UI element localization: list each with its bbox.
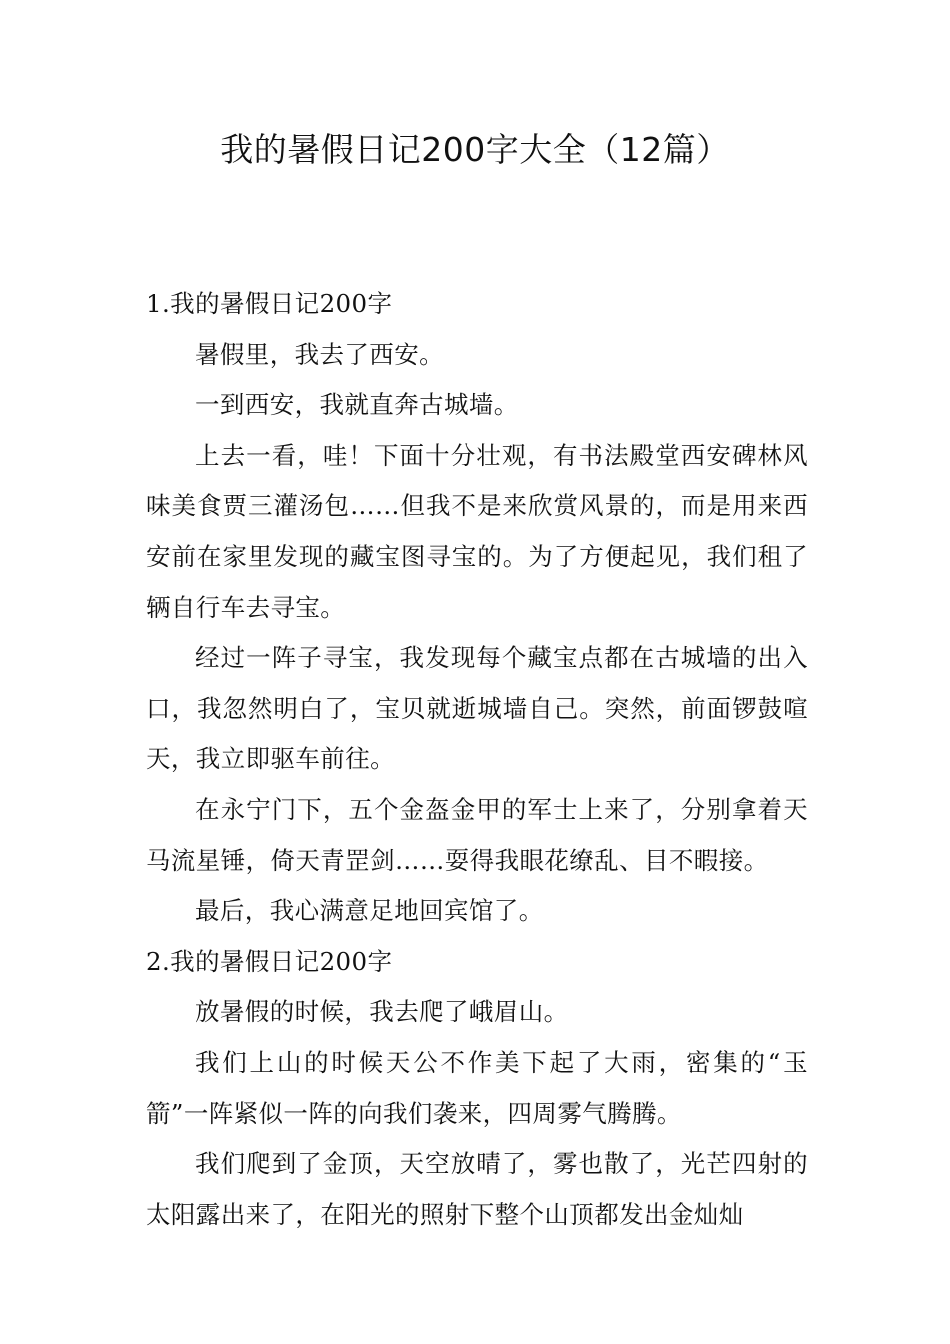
section-2-heading: 2.我的暑假日记200字 (146, 946, 393, 976)
section-1-paragraph: 最后，我心满意足地回宾馆了。 (195, 896, 544, 926)
section-1-paragraph: 经过一阵子寻宝，我发现每个藏宝点都在古城墙的出入口，我忽然明白了，宝贝就逝城墙自己。突然，前面锣鼓喧天，我立即驱车前往。 (146, 643, 808, 774)
section-1-paragraph: 上去一看，哇！下面十分壮观，有书法殿堂西安碑林风味美食贾三灌汤包……但我不是来欣赏风景的，而是用来西安前在家里发现的藏宝图寻宝的。为了方便起见，我们租了辆自行车去寻宝。 (146, 440, 808, 622)
section-2-paragraph: 我们爬到了金顶，天空放晴了，雾也散了，光芒四射的太阳露出来了，在阳光的照射下整个山顶都发出金灿灿 (146, 1149, 808, 1229)
section-2-paragraph: 我们上山的时候天公不作美下起了大雨，密集的“玉箭”一阵紧似一阵的向我们袭来，四周雾气腾腾。 (146, 1047, 808, 1128)
section-2-paragraph: 放暑假的时候，我去爬了峨眉山。 (195, 997, 569, 1027)
section-1-paragraph: 一到西安，我就直奔古城墙。 (195, 390, 519, 420)
document-title: 我的暑假日记200字大全（12篇） (220, 130, 730, 169)
section-1-heading: 1.我的暑假日记200字 (146, 289, 393, 318)
section-1-paragraph: 暑假里，我去了西安。 (195, 339, 444, 369)
document-body (146, 279, 808, 1240)
section-1-paragraph: 在永宁门下，五个金盔金甲的军士上来了，分别拿着天马流星锤，倚天青罡剑……耍得我眼花缭乱、目不暇接。 (146, 794, 808, 875)
